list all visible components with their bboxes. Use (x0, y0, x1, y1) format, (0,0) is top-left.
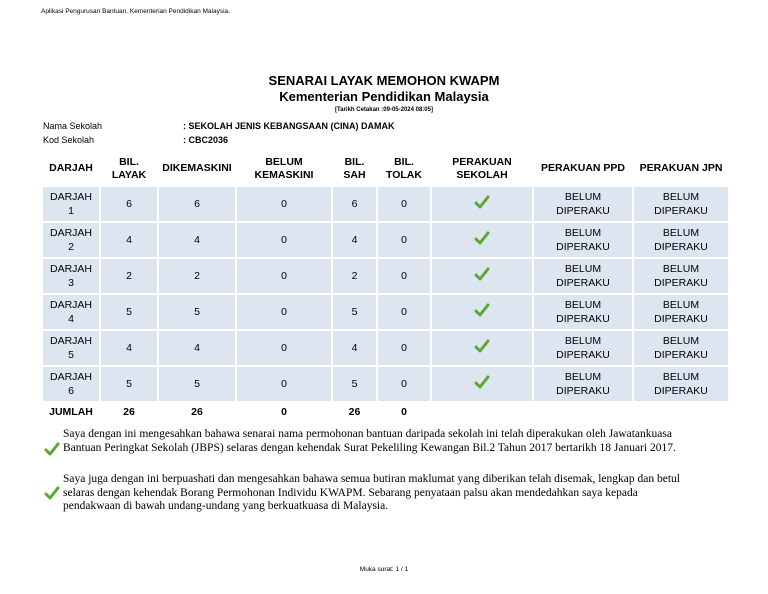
checkmark-icon (474, 374, 490, 390)
cell-darjah: DARJAH 4 (43, 295, 99, 329)
cell-layak: 4 (101, 331, 157, 365)
cell-ppd: BELUM DIPERAKU (534, 331, 632, 365)
checkmark-icon (474, 338, 490, 354)
cell-sah: 6 (333, 187, 376, 221)
cell-jpn: BELUM DIPERAKU (634, 295, 728, 329)
table-row (43, 187, 728, 221)
cell-belum: 0 (237, 295, 331, 329)
total-sah: 26 (333, 403, 376, 421)
cell-sah: 4 (333, 223, 376, 257)
cell-dikemaskini: 5 (159, 295, 235, 329)
cell-dikemaskini: 6 (159, 187, 235, 221)
checkmark-icon (44, 441, 60, 457)
checkmark-icon (474, 194, 490, 210)
header-note: Aplikasi Pengurusan Bantuan. Kementerian Pendidikan Malaysia. (41, 8, 230, 15)
declaration-2 (44, 473, 684, 515)
table-header-row (43, 152, 728, 185)
cell-ppd: BELUM DIPERAKU (534, 295, 632, 329)
checkmark-icon (474, 302, 490, 318)
cell-jpn: BELUM DIPERAKU (634, 331, 728, 365)
cell-tolak: 0 (378, 367, 430, 401)
col-belum-kemaskini: BELUM KEMASKINI (237, 152, 331, 185)
cell-dikemaskini: 5 (159, 367, 235, 401)
title-block (0, 73, 768, 114)
page-title: SENARAI LAYAK MEMOHON KWAPM (268, 73, 500, 88)
table-row (43, 223, 728, 257)
cell-tolak: 0 (378, 295, 430, 329)
cell-dikemaskini: 4 (159, 331, 235, 365)
checkmark-icon (44, 485, 60, 501)
col-bil-sah: BIL. SAH (333, 152, 376, 185)
cell-sekolah (432, 259, 532, 293)
cell-ppd: BELUM DIPERAKU (534, 187, 632, 221)
checkmark-icon (474, 266, 490, 282)
school-code-value: : CBC2036 (183, 135, 229, 145)
cell-layak: 5 (101, 367, 157, 401)
applicant-table (41, 150, 730, 423)
col-perakuan-ppd: PERAKUAN PPD (534, 152, 632, 185)
cell-layak: 2 (101, 259, 157, 293)
cell-dikemaskini: 2 (159, 259, 235, 293)
col-perakuan-sekolah: PERAKUAN SEKOLAH (432, 152, 532, 185)
cell-layak: 4 (101, 223, 157, 257)
cell-sekolah (432, 295, 532, 329)
page-number: Muka surat: 1 / 1 (359, 566, 409, 573)
total-belum: 0 (237, 403, 331, 421)
cell-ppd: BELUM DIPERAKU (534, 367, 632, 401)
table-row (43, 331, 728, 365)
cell-belum: 0 (237, 331, 331, 365)
cell-tolak: 0 (378, 187, 430, 221)
cell-darjah: DARJAH 6 (43, 367, 99, 401)
total-tolak: 0 (378, 403, 430, 421)
table-row (43, 367, 728, 401)
cell-sah: 4 (333, 331, 376, 365)
cell-darjah: DARJAH 3 (43, 259, 99, 293)
cell-tolak: 0 (378, 223, 430, 257)
total-row (43, 403, 728, 421)
cell-belum: 0 (237, 187, 331, 221)
cell-belum: 0 (237, 259, 331, 293)
cell-belum: 0 (237, 367, 331, 401)
total-layak: 26 (101, 403, 157, 421)
cell-jpn: BELUM DIPERAKU (634, 367, 728, 401)
cell-layak: 5 (101, 295, 157, 329)
school-code-label: Kod Sekolah (43, 135, 95, 145)
col-perakuan-jpn: PERAKUAN JPN (634, 152, 728, 185)
cell-layak: 6 (101, 187, 157, 221)
cell-jpn: BELUM DIPERAKU (634, 187, 728, 221)
col-dikemaskini: DIKEMASKINI (159, 152, 235, 185)
cell-sekolah (432, 367, 532, 401)
cell-darjah: DARJAH 1 (43, 187, 99, 221)
cell-jpn: BELUM DIPERAKU (634, 259, 728, 293)
declaration-1-text: Saya dengan ini mengesahkan bahawa senarai nama permohonan bantuan daripada sekolah ini telah diperakukan oleh Jawatankuasa Bantuan Peringkat Sekolah (JBPS) selaras dengan kehendak Surat Pekeliling Kewangan Bil.2 Tahun 2017 bertarikh 18 Januari 2017. (63, 428, 676, 454)
cell-sah: 2 (333, 259, 376, 293)
page-subtitle: Kementerian Pendidikan Malaysia (279, 89, 489, 104)
cell-tolak: 0 (378, 259, 430, 293)
cell-ppd: BELUM DIPERAKU (534, 223, 632, 257)
print-date: [Tarikh Cetakan :09-05-2024 08:05] (335, 107, 433, 113)
total-dikemaskini: 26 (159, 403, 235, 421)
table-row (43, 295, 728, 329)
cell-sah: 5 (333, 367, 376, 401)
total-label: JUMLAH (43, 403, 99, 421)
school-name-value: : SEKOLAH JENIS KEBANGSAAN (CINA) DAMAK (183, 121, 395, 131)
col-bil-tolak: BIL. TOLAK (378, 152, 430, 185)
cell-darjah: DARJAH 5 (43, 331, 99, 365)
checkmark-icon (474, 230, 490, 246)
cell-ppd: BELUM DIPERAKU (534, 259, 632, 293)
cell-jpn: BELUM DIPERAKU (634, 223, 728, 257)
declaration-2-text: Saya juga dengan ini berpuashati dan mengesahkan bahawa semua butiran maklumat yang diberikan telah disemak, lengkap dan betul selaras dengan kehendak Borang Permohonan Individu KWAPM. Sebarang penyataan palsu akan mendedahkan saya kepada pendakwaan di bawah undang-undang yang berkuatkuasa di Malaysia. (63, 473, 680, 512)
cell-belum: 0 (237, 223, 331, 257)
cell-tolak: 0 (378, 331, 430, 365)
col-darjah: DARJAH (43, 152, 99, 185)
cell-sekolah (432, 187, 532, 221)
cell-dikemaskini: 4 (159, 223, 235, 257)
col-bil-layak: BIL. LAYAK (101, 152, 157, 185)
declaration-1 (44, 428, 684, 470)
cell-sekolah (432, 331, 532, 365)
cell-sah: 5 (333, 295, 376, 329)
cell-darjah: DARJAH 2 (43, 223, 99, 257)
table-row (43, 259, 728, 293)
school-name-label: Nama Sekolah (43, 121, 103, 131)
cell-sekolah (432, 223, 532, 257)
